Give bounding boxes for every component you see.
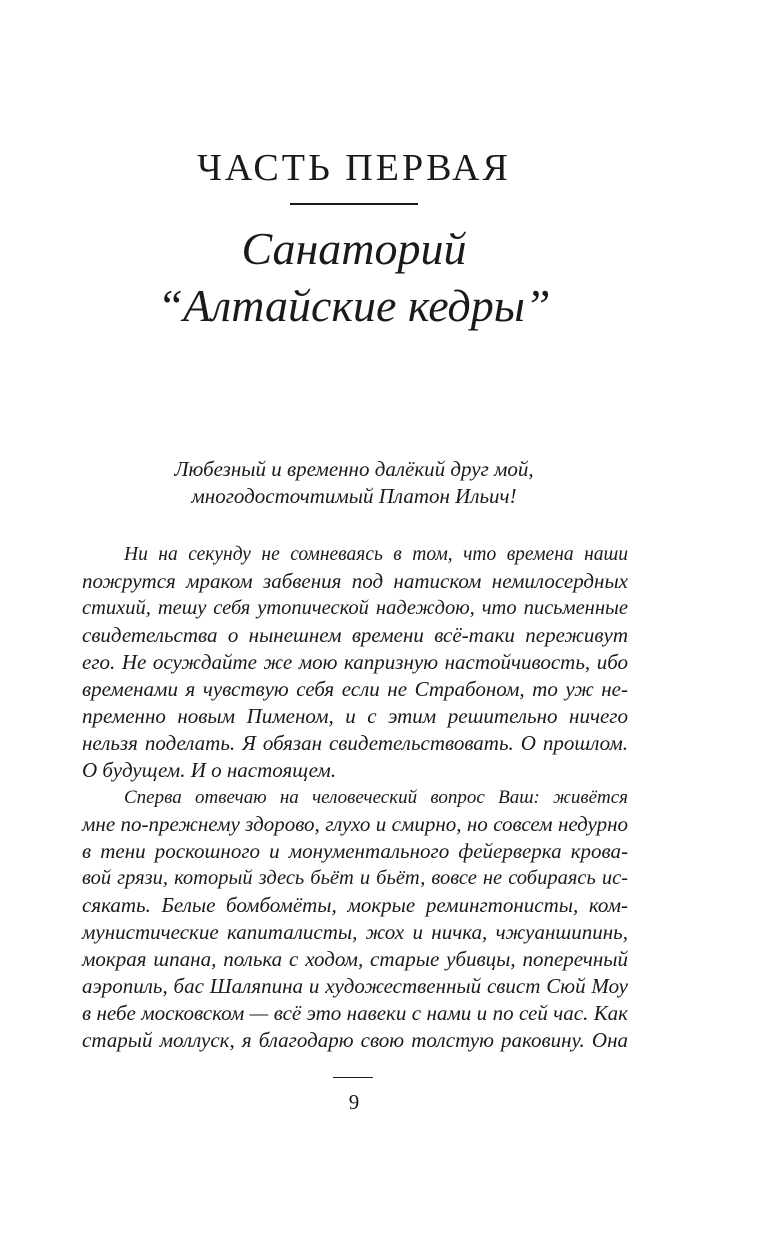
text-line: мунистические капиталисты, жох и ничка, чжуаншипинь, bbox=[82, 920, 628, 944]
text-line: Ни на секунду не сомневаясь в том, что времена наши bbox=[124, 544, 628, 565]
footer-divider bbox=[333, 1077, 373, 1078]
chapter-title bbox=[0, 220, 708, 334]
chapter-title-line: Санаторий bbox=[241, 223, 467, 274]
text-line: мокрая шпана, полька с ходом, старые убивцы, поперечный bbox=[82, 947, 628, 971]
page-number: 9 bbox=[348, 1090, 360, 1114]
text-line: нельзя поделать. Я обязан свидетельствовать. О прошлом. bbox=[82, 731, 628, 755]
chapter-title-line: “Алтайские кедры” bbox=[157, 280, 551, 331]
text-line: стихий, тешу себя утопической надеждою, что письменные bbox=[82, 597, 628, 619]
text-line: сякать. Белые бомбомёты, мокрые ремингтонисты, ком- bbox=[82, 893, 628, 917]
part-title: ЧАСТЬ ПЕРВАЯ bbox=[197, 147, 511, 189]
text-line: свидетельства о нынешнем времени всё-таки переживут bbox=[82, 623, 628, 647]
text-line: в небе московском — всё это навеки с нами и по сей час. Как bbox=[82, 1001, 628, 1025]
paragraph-2 bbox=[82, 784, 628, 1054]
text-line: пожрутся мраком забвения под натиском немилосердных bbox=[82, 569, 628, 593]
salutation bbox=[0, 456, 708, 510]
text-line: Сперва отвечаю на человеческий вопрос Ваш: живётся bbox=[124, 787, 628, 808]
text-line: вой грязи, который здесь бьёт и бьёт, вовсе не собираясь ис- bbox=[82, 867, 628, 889]
text-line: аэропиль, бас Шаляпина и художественный свист Сюй Моу bbox=[82, 974, 628, 998]
salutation-line: многодосточтимый Платон Ильич! bbox=[191, 484, 517, 508]
text-line: временами я чувствую себя если не Страбоном, то уж не- bbox=[82, 677, 628, 701]
paragraph-1 bbox=[82, 541, 628, 784]
title-divider bbox=[290, 203, 418, 205]
text-line: О будущем. И о настоящем. bbox=[82, 758, 337, 782]
text-line: старый моллуск, я благодарю свою толстую раковину. Она bbox=[82, 1028, 628, 1052]
text-line: мне по-прежнему здорово, глухо и смирно, но совсем недурно bbox=[82, 812, 628, 836]
text-line: его. Не осуждайте же мою капризную настойчивость, ибо bbox=[82, 650, 628, 674]
salutation-line: Любезный и временно далёкий друг мой, bbox=[174, 457, 534, 481]
body-text bbox=[82, 541, 628, 1054]
text-line: пременно новым Пименом, и с этим решительно ничего bbox=[82, 704, 628, 728]
text-line: в тени роскошного и монументального фейерверка крова- bbox=[82, 839, 628, 863]
